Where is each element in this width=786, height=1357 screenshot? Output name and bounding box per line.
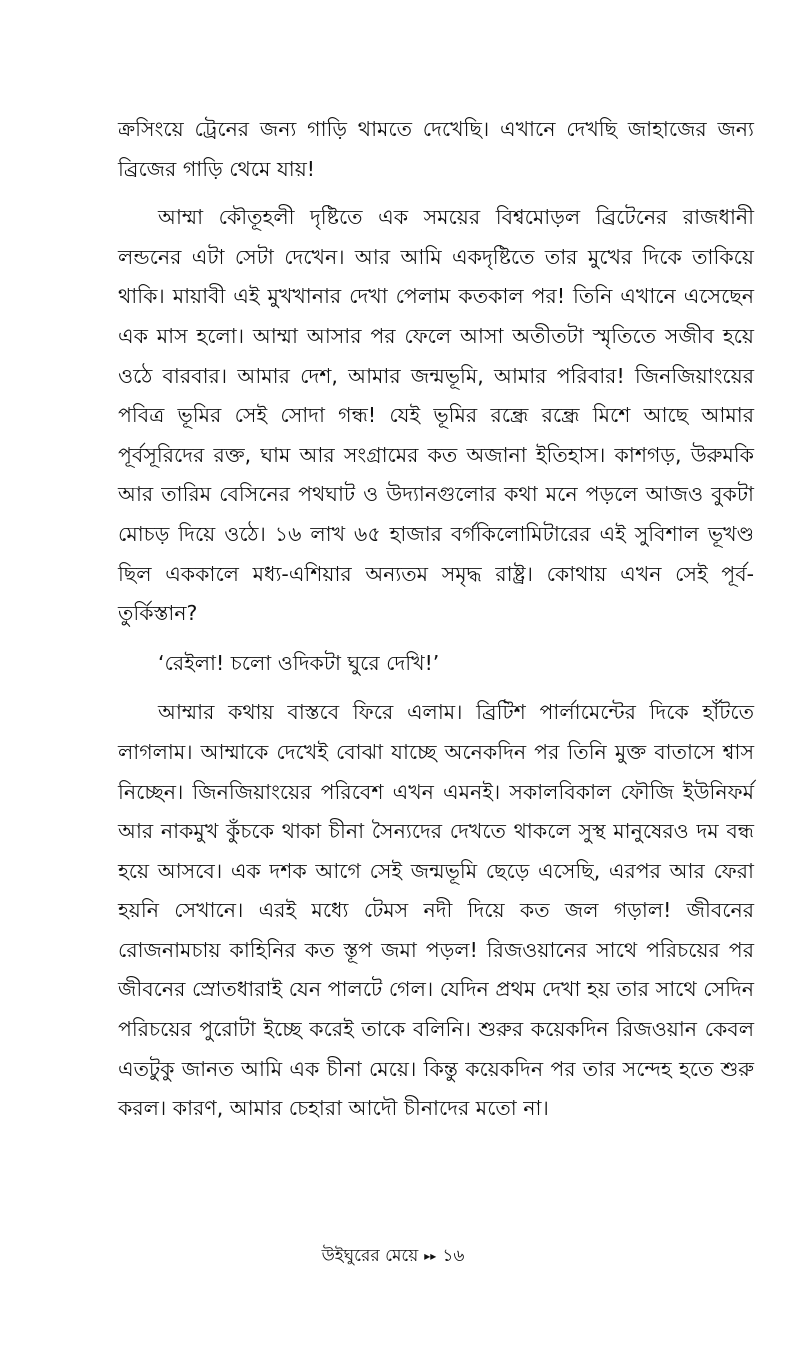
paragraph-continuation: ক্রসিংয়ে ট্রেনের জন্য গাড়ি থামতে দেখেছি। এখানে দেখছি জাহাজের জন্য ব্রিজের গাড়ি থেমে যায়!: [118, 117, 754, 181]
page-body: [118, 110, 754, 1129]
running-title: উইঘুরের মেয়ে: [321, 1246, 419, 1266]
paragraph-memory: আম্মা কৌতূহলী দৃষ্টিতে এক সময়ের বিশ্বমোড়ল ব্রিটেনের রাজধানী লন্ডনের এটা সেটা দেখেন। আর আমি একদৃষ্টিতে তার মুখের দিকে তাকিয়ে থাকি। মায়াবী এই মুখখানার দেখা পেলাম কতকাল পর! তিনি এখানে এসেছেন এক মাস হলো। আম্মা আসার পর ফেলে আসা অতীতটা স্মৃতিতে সজীব হয়ে ওঠে বারবার। আমার দেশ, আমার জন্মভূমি, আমার পরিবার! জিনজিয়াংয়ের পবিত্র ভূমির সেই সোদা গন্ধ! যেই ভূমির রন্ধ্রে রন্ধ্রে মিশে আছে আমার পূর্বসূরিদের রক্ত, ঘাম আর সংগ্রামের কত অজানা ইতিহাস। কাশগড়, উরুমকি আর তারিম বেসিনের পথঘাট ও উদ্যানগুলোর কথা মনে পড়লে আজও বুকটা মোচড় দিয়ে ওঠে। ১৬ লাখ ৬৫ হাজার বর্গকিলোমিটারের এই সুবিশাল ভূখণ্ড ছিল এককালে মধ্য-এশিয়ার অন্যতম সমৃদ্ধ রাষ্ট্র। কোথায় এখন সেই পূর্ব-তুর্কিস্তান?: [118, 205, 754, 626]
paragraph-parliament: আম্মার কথায় বাস্তবে ফিরে এলাম। ব্রিটিশ পার্লামেন্টের দিকে হাঁটতে লাগলাম। আম্মাকে দেখেই বোঝা যাচ্ছে অনেকদিন পর তিনি মুক্ত বাতাসে শ্বাস নিচ্ছেন। জিনজিয়াংয়ের পরিবেশ এখন এমনই। সকালবিকাল ফৌজি ইউনিফর্ম আর নাকমুখ কুঁচকে থাকা চীনা সৈন্যদের দেখতে থাকলে সুস্থ মানুষেরও দম বন্ধ হয়ে আসবে। এক দশক আগে সেই জন্মভূমি ছেড়ে এসেছি, এরপর আর ফেরা হয়নি সেখানে। এরই মধ্যে টেমস নদী দিয়ে কত জল গড়াল! জীবনের রোজনামচায় কাহিনির কত স্তূপ জমা পড়ল! রিজওয়ানের সাথে পরিচয়ের পর জীবনের স্রোতধারাই যেন পালটে গেল। যেদিন প্রথম দেখা হয় তার সাথে সেদিন পরিচয়ের পুরোটা ইচ্ছে করেই তাকে বলিনি। শুরুর কয়েকদিন রিজওয়ান কেবল এতটুকু জানত আমি এক চীনা মেয়ে। কিন্তু কয়েকদিন পর তার সন্দেহ হতে শুরু করল। কারণ, আমার চেহারা আদৌ চীনাদের মতো না।: [118, 700, 754, 1121]
page-footer: [0, 1242, 786, 1270]
footer-separator: ▸▸: [424, 1249, 437, 1263]
paragraph-dialogue: ‘রেইলা! চলো ওদিকটা ঘুরে দেখি!’: [158, 650, 440, 675]
page-number: ১৬: [442, 1246, 465, 1266]
